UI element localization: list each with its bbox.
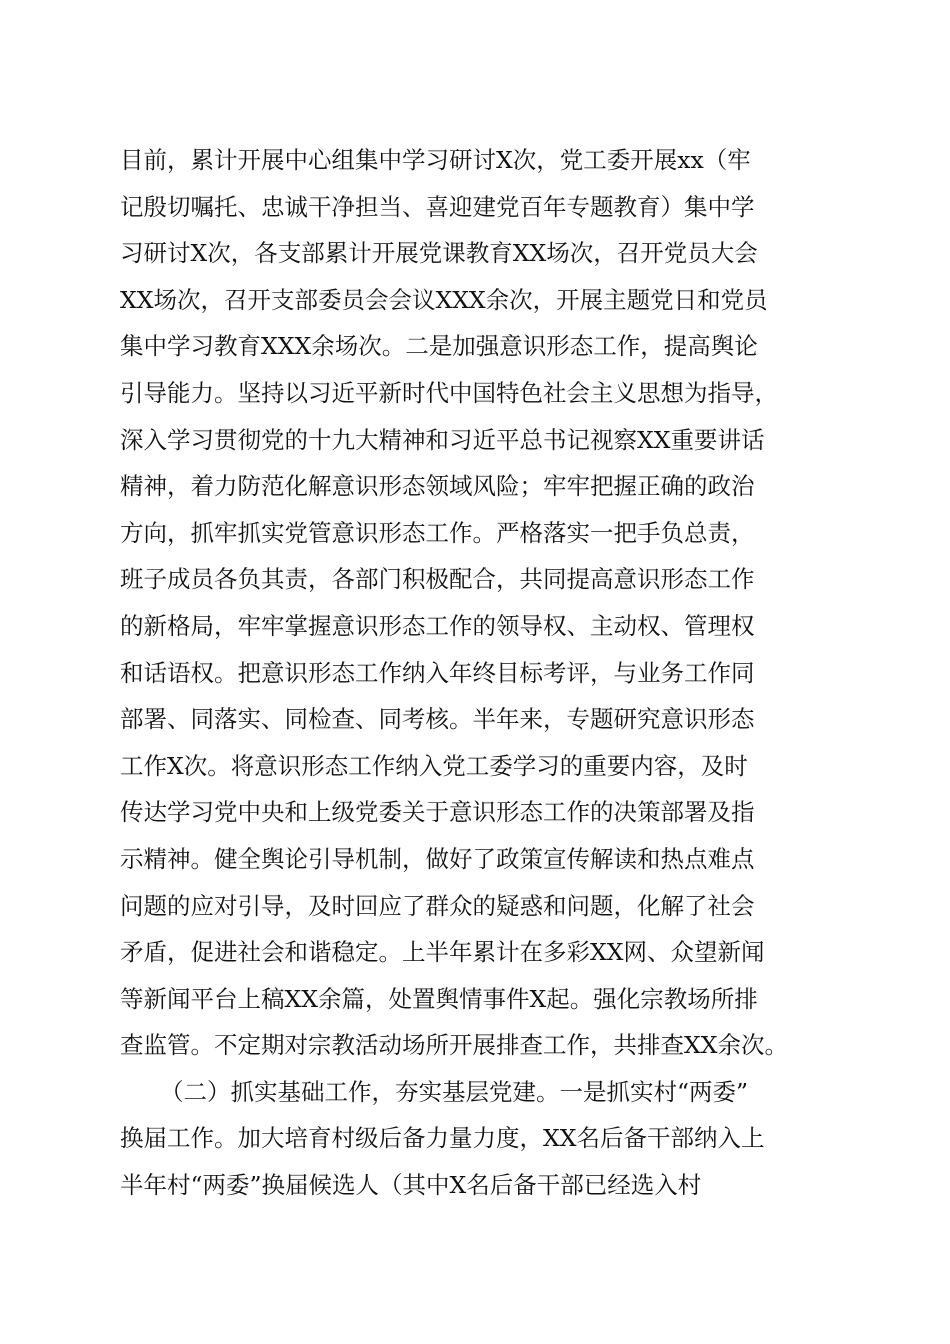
text-line: 半年村“两委”换届候选人（其中X名后备干部已经选入村 [120, 1171, 702, 1200]
text-line: 引导能力。坚持以习近平新时代中国特色社会主义思想为指导， [120, 378, 778, 407]
text-line: 矛盾，促进社会和谐稳定。上半年累计在多彩XX网、众望新闻 [120, 938, 765, 967]
text-line: 方向，抓牢抓实党管意识形态工作。严格落实一把手负总责， [120, 518, 755, 547]
text-line: 精神，着力防范化解意识形态领域风险；牢牢把握正确的政治 [120, 472, 755, 501]
text-line: 深入学习贯彻党的十九大精神和习近平总书记视察XX重要讲话 [120, 425, 765, 454]
text-line: 查监管。不定期对宗教活动场所开展排查工作，共排查XX余次。 [120, 1031, 788, 1060]
text-line: 班子成员各负其责，各部门积极配合，共同提高意识形态工作 [120, 565, 755, 594]
text-line: 示精神。健全舆论引导机制，做好了政策宣传解读和热点难点 [120, 844, 755, 873]
text-line: 目前，累计开展中心组集中学习研讨X次，党工委开展xx（牢 [120, 146, 751, 174]
text-line: 换届工作。加大培育村级后备力量力度，XX名后备干部纳入上 [120, 1124, 765, 1153]
body-text [120, 137, 840, 1209]
text-line: 问题的应对引导，及时回应了群众的疑惑和问题，化解了社会 [120, 891, 755, 920]
text-line: 的新格局，牢牢掌握意识形态工作的领导权、主动权、管理权 [120, 611, 755, 640]
text-line: 传达学习党中央和上级党委关于意识形态工作的决策部署及指 [120, 798, 755, 827]
text-line: 工作X次。将意识形态工作纳入党工委学习的重要内容，及时 [120, 751, 748, 780]
text-line: 和话语权。把意识形态工作纳入年终目标考评，与业务工作同 [120, 658, 755, 687]
text-line: 等新闻平台上稿XX余篇，处置舆情事件X起。强化宗教场所排 [120, 984, 758, 1013]
text-line: 集中学习教育XXX余场次。二是加强意识形态工作，提高舆论 [120, 332, 758, 361]
section-heading-line: （二）抓实基础工作，夯实基层党建。一是抓实村“两委” [160, 1077, 749, 1106]
text-line: XX场次，召开支部委员会会议XXX余次，开展主题党日和党员 [120, 285, 768, 314]
text-line: 记殷切嘱托、忠诚干净担当、喜迎建党百年专题教育）集中学 [120, 192, 755, 221]
text-line: 习研讨X次，各支部累计开展党课教育XX场次，召开党员大会 [120, 239, 758, 268]
text-line: 部署、同落实、同检查、同考核。半年来，专题研究意识形态 [120, 705, 755, 734]
